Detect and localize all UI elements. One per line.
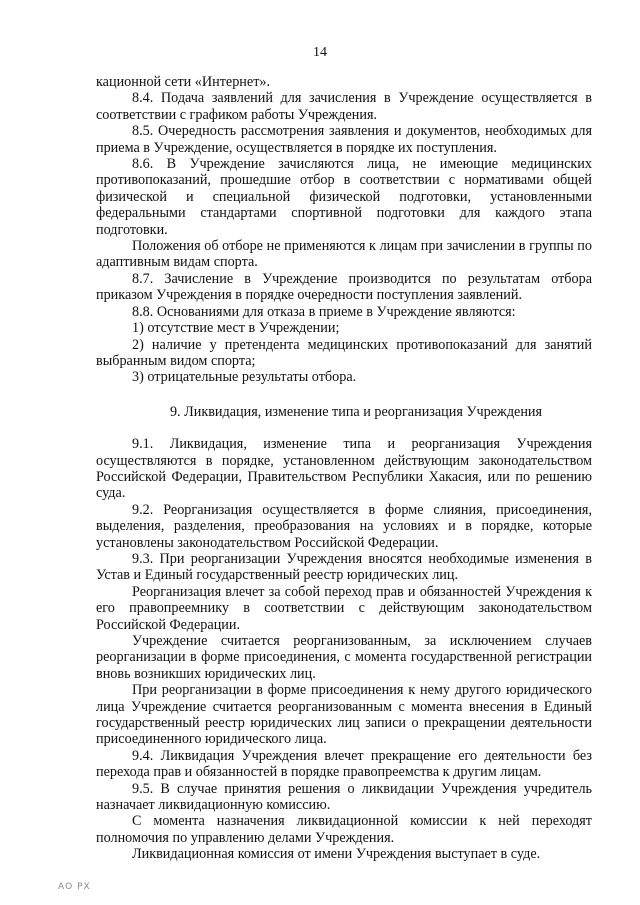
list-item-1: 1) отсутствие мест в Учреждении; — [132, 320, 340, 337]
paragraph-9-3: 9.3. При реорганизации Учреждения вносятся необходимые изменения в Устав и Единый государственный реестр юридических лиц. — [96, 550, 592, 584]
paragraph-continuation: кационной сети «Интернет». — [96, 74, 271, 90]
page-number: 14 — [313, 45, 327, 60]
paragraph-9-2: 9.2. Реорганизация осуществляется в форме слияния, присоединения, выделения, разделения, преобразования на условиях и в порядке, которые установлены законодательством Российской Федерации. — [96, 501, 592, 551]
paragraph-reorg-merger: При реорганизации в форме присоединения к нему другого юридического лица Учреждение считается реорганизованным с момента внесения в Единый государственный реестр юридических лиц записи о прекращении деятельности присоединенного юридического лица. — [96, 682, 592, 748]
paragraph-8-7: 8.7. Зачисление в Учреждение производится по результатам отбора приказом Учреждения в порядке очередности поступления заявлений. — [96, 270, 592, 304]
paragraph-commission-court: Ликвидационная комиссия от имени Учреждения выступает в суде. — [132, 846, 541, 863]
list-item-2: 2) наличие у претендента медицинских противопоказаний для занятий выбранным видом спорта; — [96, 336, 592, 369]
paragraph-9-5: 9.5. В случае принятия решения о ликвидации Учреждения учредитель назначает ликвидационную комиссию. — [96, 780, 592, 814]
paragraph-9-4: 9.4. Ликвидация Учреждения влечет прекращение его деятельности без перехода прав и обязанностей в порядке правопреемства к другим лицам. — [96, 747, 592, 781]
paragraph-selection-note: Положения об отборе не применяются к лицам при зачислении в группы по адаптивным видам спорта. — [96, 238, 592, 271]
paragraph-8-6: 8.6. В Учреждение зачисляются лица, не имеющие медицинских противопоказаний, прошедшие отбор в соответствии с нормативами общей физической и специальной физической подготовки, установленными федеральными стандартами спортивной подготовки для каждого этапа подготовки. — [96, 156, 592, 238]
document-body — [96, 74, 592, 863]
paragraph-8-8: 8.8. Основаниями для отказа в приеме в Учреждение являются: — [132, 303, 516, 320]
paragraph-reorg-moment: Учреждение считается реорганизованным, за исключением случаев реорганизации в форме присоединения, с момента государственной регистрации вновь возникших юридических лиц. — [96, 633, 592, 682]
paragraph-8-5: 8.5. Очередность рассмотрения заявления и документов, необходимых для приема в Учреждение, осуществляется в порядке их поступления. — [96, 123, 592, 156]
paragraph-8-4: 8.4. Подача заявлений для зачисления в Учреждение осуществляется в соответствии с графиком работы Учреждения. — [96, 90, 592, 123]
paragraph-9-1: 9.1. Ликвидация, изменение типа и реорганизация Учреждения осуществляются в порядке, установленном действующим законодательством Российской Федерации, Правительством Республики Хакасия, или по решению суда. — [96, 436, 592, 502]
footer-mark: АО РХ — [58, 882, 91, 892]
list-item-3: 3) отрицательные результаты отбора. — [132, 369, 357, 386]
section-heading: 9. Ликвидация, изменение типа и реорганизация Учреждения — [169, 403, 543, 420]
paragraph-commission-powers: С момента назначения ликвидационной комиссии к ней переходят полномочия по управлению делами Учреждения. — [96, 813, 592, 846]
paragraph-reorg-transfer: Реорганизация влечет за собой переход прав и обязанностей Учреждения к его правопреемнику в соответствии с действующим законодательством Российской Федерации. — [96, 583, 592, 633]
